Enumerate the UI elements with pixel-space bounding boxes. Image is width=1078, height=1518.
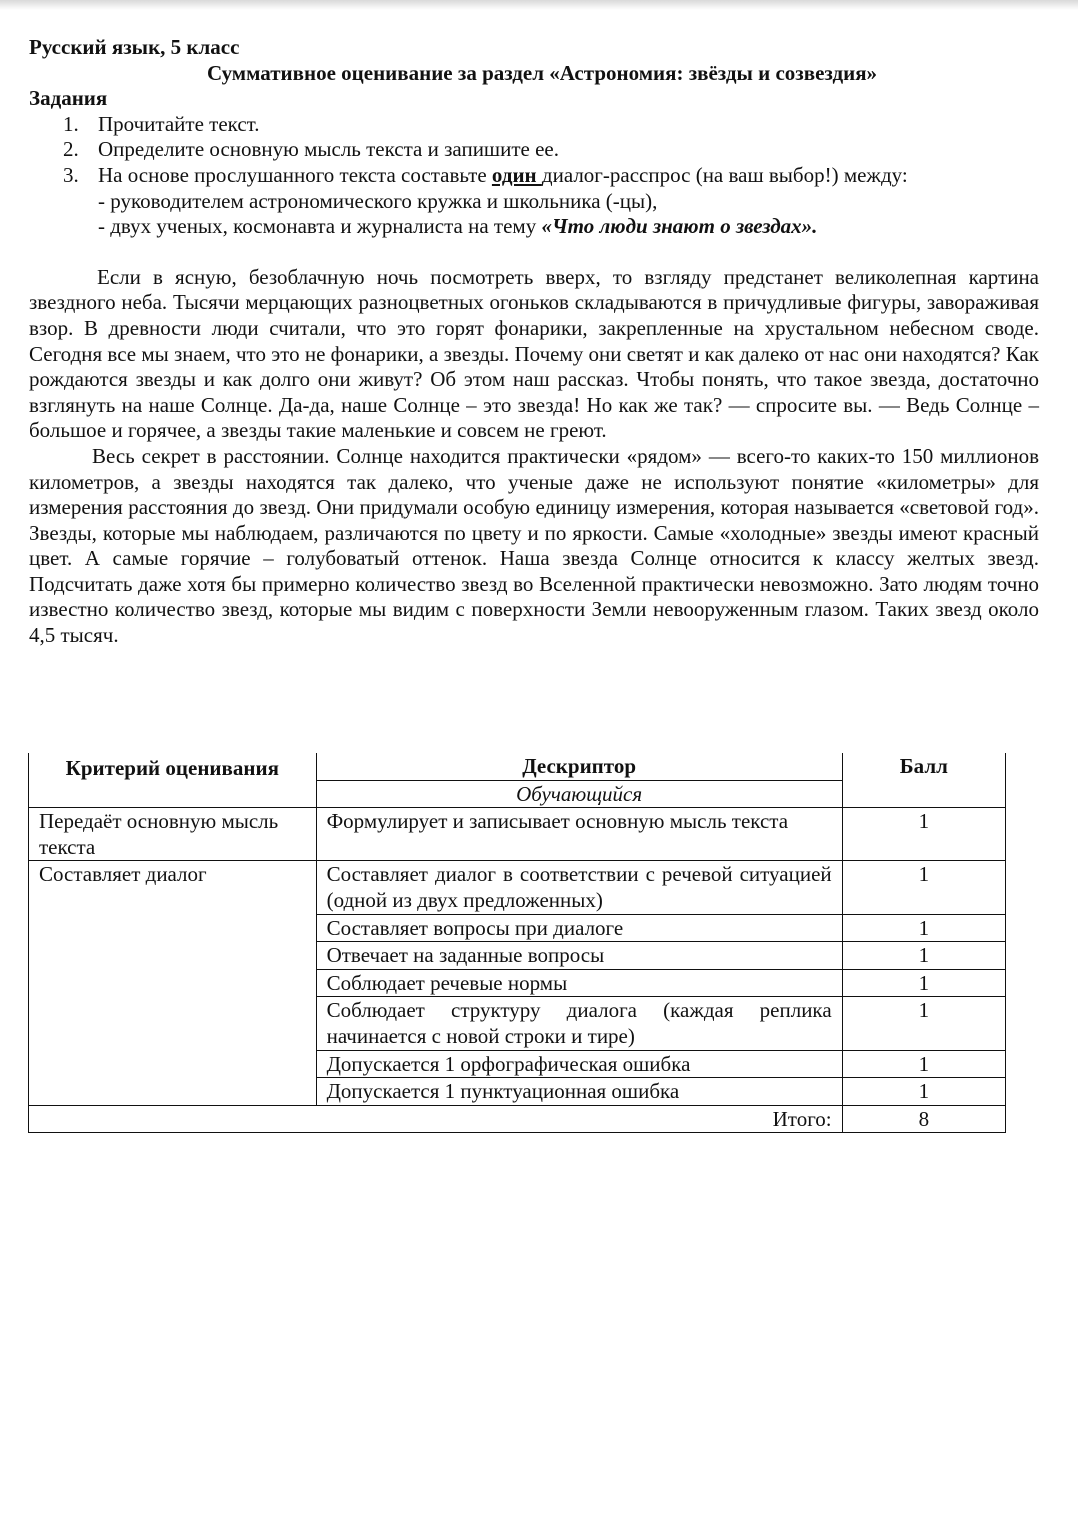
criterion-cell: Составляет диалог bbox=[29, 861, 317, 1105]
score-cell: 1 bbox=[842, 861, 1005, 914]
task-text-rest: диалог-расспрос (на ваш выбор!) между: bbox=[541, 162, 908, 187]
task-option-2 bbox=[98, 214, 1039, 240]
table-header-row bbox=[29, 753, 1006, 780]
descriptor-cell: Соблюдает речевые нормы bbox=[316, 969, 842, 997]
score-cell: 1 bbox=[842, 1078, 1005, 1106]
score-cell: 1 bbox=[842, 914, 1005, 942]
reading-paragraph-2: Весь секрет в расстоянии. Солнце находится практически «рядом» — всего-то каких-то 150 миллионов километров, а звезды находятся так далеко, что ученые даже не используют понятие «километры» для измерения расстояния до звезд. Они придумали особую единицу измерения, которая называется «световой год». Звезды, которые мы наблюдаем, различаются по цвету и по яркости. Самые «холодные» звезды имеют красный цвет. А самые горячие – голубоватый оттенок. Наша звезда Солнце относится к классу желтых звезд. Подсчитать даже хотя бы примерно количество звезд во Вселенной практически невозможно. Зато людям точно известно количество звезд, которые мы видим с поверхности Земли невооруженным глазом. Таких звезд около 4,5 тысяч. bbox=[29, 443, 1039, 648]
task-number: 3. bbox=[63, 162, 79, 187]
header-criterion: Критерий оценивания bbox=[29, 753, 317, 808]
score-cell: 1 bbox=[842, 808, 1005, 861]
criteria-table bbox=[28, 753, 1006, 1133]
page-top-shadow bbox=[0, 0, 1078, 10]
task-item bbox=[63, 111, 1039, 138]
task-number: 1. bbox=[63, 111, 79, 136]
tasks-heading: Задания bbox=[29, 86, 108, 111]
subject-heading: Русский язык, 5 класс bbox=[29, 35, 240, 59]
task-item bbox=[63, 137, 1039, 163]
descriptor-cell: Составляет диалог в соответствии с речевой ситуацией (одной из двух предложенных) bbox=[316, 861, 842, 914]
descriptor-cell: Допускается 1 пунктуационная ошибка bbox=[316, 1078, 842, 1106]
table-row bbox=[29, 808, 1006, 861]
table-total-row bbox=[29, 1105, 1006, 1133]
header-descriptor-sub: Обучающийся bbox=[316, 780, 842, 808]
header-descriptor: Дескриптор bbox=[316, 753, 842, 780]
task-option-2-prefix: - двух ученых, космонавта и журналиста на тему bbox=[98, 214, 542, 239]
score-cell: 1 bbox=[842, 969, 1005, 997]
task-text: Определите основную мысль текста и запишите ее. bbox=[98, 137, 559, 162]
reading-paragraph-1: Если в ясную, безоблачную ночь посмотреть вверх, то взгляду предстанет великолепная картина звездного неба. Тысячи мерцающих разноцветных огоньков складываются в причудливые фигуры, завораживая взор. В древности люди считали, что это горят фонарики, закрепленные на хрустальном небесном своде. Сегодня все мы знаем, что это не фонарики, а звезды. Почему они светят и как далеко от нас они находятся? Как рождаются звезды и как долго они живут? Об этом наш рассказ. Чтобы понять, что такое звезда, достаточно взглянуть на наше Солнце. Да-да, наше Солнце – это звезда! Но как же так? — спросите вы. — Ведь Солнце – большое и горячее, а звезды такие маленькие и совсем не греют. bbox=[29, 264, 1039, 443]
descriptor-cell: Отвечает на заданные вопросы bbox=[316, 942, 842, 970]
header-score: Балл bbox=[842, 753, 1005, 808]
score-cell: 1 bbox=[842, 997, 1005, 1050]
descriptor-cell: Составляет вопросы при диалоге bbox=[316, 914, 842, 942]
reading-text bbox=[29, 265, 1039, 649]
task-number: 2. bbox=[63, 137, 79, 162]
task-list bbox=[29, 112, 1039, 240]
total-value: 8 bbox=[842, 1105, 1005, 1133]
task-text: На основе прослушанного текста составьте bbox=[98, 162, 492, 187]
descriptor-cell: Соблюдает структуру диалога (каждая реплика начинается с новой строки и тире) bbox=[316, 997, 842, 1050]
score-cell: 1 bbox=[842, 1050, 1005, 1078]
score-cell: 1 bbox=[842, 942, 1005, 970]
task-option-1: - руководителем астрономического кружка и школьника (-цы), bbox=[98, 188, 658, 213]
task-text: Прочитайте текст. bbox=[98, 111, 260, 136]
total-label: Итого: bbox=[29, 1105, 843, 1133]
task-option-2-topic: «Что люди знают о звездах». bbox=[541, 214, 818, 239]
descriptor-cell: Формулирует и записывает основную мысль текста bbox=[316, 808, 842, 861]
document-page bbox=[29, 35, 1039, 649]
task-item bbox=[63, 162, 1039, 240]
task-emphasis: один bbox=[491, 162, 542, 187]
table-row bbox=[29, 861, 1006, 914]
document-title: Суммативное оценивание за раздел «Астрономия: звёзды и созвездия» bbox=[206, 60, 878, 85]
descriptor-cell: Допускается 1 орфографическая ошибка bbox=[316, 1050, 842, 1078]
criterion-cell: Передаёт основную мысль текста bbox=[29, 808, 317, 861]
